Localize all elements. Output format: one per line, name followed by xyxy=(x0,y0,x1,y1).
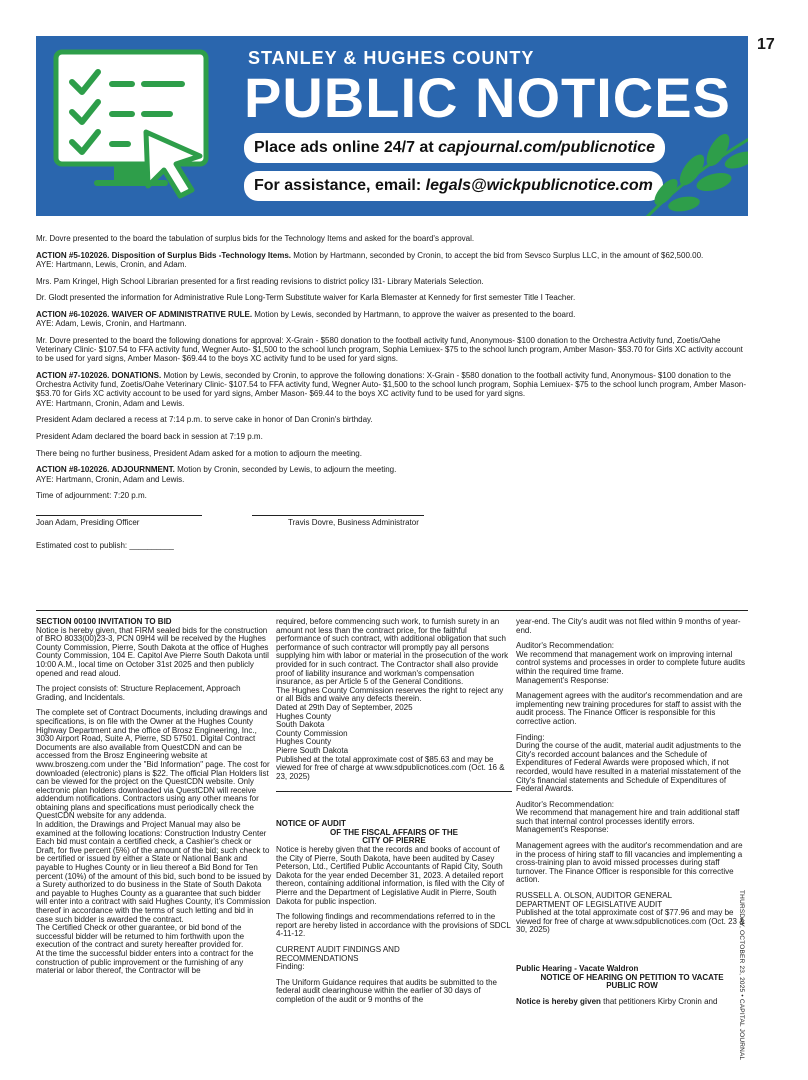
action-heading: ACTION #5-102026. Disposition of Surplus Bids -Technology Items. xyxy=(36,250,292,260)
presiding-officer-signature: Joan Adam, Presiding Officer xyxy=(36,517,140,527)
action-aye: AYE: Hartmann, Lewis, Cronin, and Adam. xyxy=(36,259,187,269)
action-6 xyxy=(36,310,748,328)
action-heading: ACTION #7-102026. DONATIONS. xyxy=(36,371,162,381)
finding-text: During the course of the audit, material audit adjustments to the City's recorded account balances and the Schedule of Expenditures of Federal Awards were proposed which, if not recorded, would have resulted in a material misstatement of the City's financial statements and Schedule of Expenditures of Federal Awards. xyxy=(516,741,742,794)
place-ads-link[interactable]: capjournal.com/publicnotice xyxy=(438,139,656,156)
audit-subheading: OF THE FISCAL AFFAIRS OF THE xyxy=(330,827,458,837)
response-text: Management agrees with the auditor's recommendation and are implementing new training procedures for staff to assist with the audit process. The Finance Officer is responsible for this corrective action. xyxy=(516,691,743,726)
signature-line xyxy=(36,515,202,516)
recommendation-text: We recommend that management work on improving internal control systems and processes in order to complete future audits within the required time frame. xyxy=(516,649,745,676)
recommendation-heading: Auditor's Recommendation: xyxy=(516,799,615,809)
audit-heading: NOTICE OF AUDIT xyxy=(276,819,346,829)
action-7 xyxy=(36,371,748,408)
findings-heading: CURRENT AUDIT FINDINGS AND xyxy=(276,945,400,954)
banner-subtitle: STANLEY & HUGHES COUNTY xyxy=(248,48,535,68)
assistance-pill xyxy=(244,171,663,201)
recommendation-heading: Auditor's Recommendation: xyxy=(516,641,615,651)
leaves-icon xyxy=(626,126,748,216)
response-text: Management agrees with the auditor's recommendation and are in the process of hiring staff to fill vacancies and implementing a cross-training plan to avoid missed processes during staff turnover. The Finance Officer is responsible for this corrective action. xyxy=(516,841,743,885)
action-heading: ACTION #6-102026. WAIVER OF ADMINISTRATIVE RULE. xyxy=(36,310,253,320)
action-5 xyxy=(36,251,748,269)
address-line: Pierre South Dakota xyxy=(276,745,349,755)
response-heading: Management's Response: xyxy=(516,825,609,835)
minutes-paragraph: There being no further business, President Adam asked for a motion to adjourn the meeting. xyxy=(36,448,362,458)
minutes-paragraph: President Adam declared a recess at 7:14 p.m. to serve cake in honor of Dan Cronin's birthday. xyxy=(36,415,373,425)
action-heading: ACTION #8-102026. ADJOURNMENT. xyxy=(36,465,175,475)
hearing-title: Public Hearing - Vacate Waldron xyxy=(516,964,639,973)
action-aye: AYE: Hartmann, Cronin, Adam and Lewis. xyxy=(36,474,185,484)
bid-paragraph: Each bid must contain a certified check, a Cashier's check or Draft, for five percent (5%) of the amount of the bid; such check to be certified or issued by either a State or National Bank and payable to Hughes County or in lieu thereof a Bid Bond for Ten percent (10%) of the amount of this bid, such bond to be issued by a Surety authorized to do business in the State of South Dakota and payable to Hughes County as a guarantee that such bidder will enter into a contract with said Hughes County, it's Commission thereof in accordance with the terms of such letting and bid in case such bidder is awarded the contract. xyxy=(36,837,272,924)
place-ads-text: Place ads online 24/7 at xyxy=(254,139,439,156)
minutes-paragraph: Mr. Dovre presented to the board the following donations for approval: X-Grain - $580 donation to the football activity fund, Anonymous- $100 donation to the Orchestra Activity fund, Zoetis/Oahe Veterinary Clinic- $107.54 to FFA activity fund, Wegner Auto- $1,500 to the school lunch program, Sophia Lemiuex- $75 to the school lunch program, Amber Mason- $53.70 for Girls XC activity account to be used for yard signs, Amber Mason- $69.44 to the boys XC activity fund to be used for yard signs. xyxy=(36,335,743,364)
audit-paragraph: The following findings and recommendations referred to in the report are hereby listed in accordance with the provisions of SDCL 4-11-12. xyxy=(276,912,511,939)
hearing-heading: NOTICE OF HEARING ON PETITION TO VACATE xyxy=(540,972,724,982)
audit-paragraph: The Uniform Guidance requires that audits be submitted to the federal audit clearinghouse within the earlier of 30 days of completion of the audit or 9 months of the xyxy=(276,977,498,1004)
recommendation-text: We recommend that management hire and train additional staff such that internal control processes identify errors. xyxy=(516,808,740,826)
minutes-paragraph: President Adam declared the board back in session at 7:19 p.m. xyxy=(36,432,263,442)
finding-label: Finding: xyxy=(516,732,545,742)
business-admin-signature: Travis Dovre, Business Administrator xyxy=(288,517,419,527)
audit-paragraph: Notice is hereby given that the records and books of account of the City of Pierre, South Dakota, have been audited by Casey Peterson, Ltd., Certified Public Accountants of Rapid City, South Dakota for the year ended December 31, 2023. A detailed report thereon, containing additional information, is filed with the City of Pierre and the Department of Legislative Audit in Pierre, South Dakota for public inspection. xyxy=(276,845,505,906)
department-signature: DEPARTMENT OF LEGISLATIVE AUDIT xyxy=(516,899,663,909)
bid-paragraph: In addition, the Drawings and Project Manual may also be examined at the following locations: Construction Industry Center xyxy=(36,820,267,838)
finding-label: Finding: xyxy=(276,962,305,972)
published-cost: Published at the total approximate cost of $77.96 and may be viewed for free of charge at www.sdpublicnotices.com (Oct. 23 & 30, 2025) xyxy=(516,908,745,935)
bid-paragraph: At the time the successful bidder enters into a contract for the construction of public improvement or the furnishing of any material or labor thereof, the Contractor will be xyxy=(36,948,254,976)
estimated-cost: Estimated cost to publish: __________ xyxy=(36,540,174,550)
checklist-icon xyxy=(50,46,240,214)
board-minutes xyxy=(36,234,748,557)
minutes-paragraph: Dr. Glodt presented the information for Administrative Rule Long-Term Substitute waiver for Karla Blemaster at Kennedy for first semester Title I Teacher. xyxy=(36,293,576,303)
bid-paragraph: The Hughes County Commission reserves the right to reject any or all Bids and waive any defects therein. xyxy=(276,685,504,704)
response-heading: Management's Response: xyxy=(516,675,609,685)
audit-paragraph: year-end. The City's audit was not filed within 9 months of year-end. xyxy=(516,617,741,635)
address-line: County Commission xyxy=(276,728,348,738)
assistance-text: For assistance, email: xyxy=(254,177,426,194)
action-aye: AYE: Hartmann, Cronin, Adam and Lewis. xyxy=(36,398,185,408)
bid-paragraph: The project consists of: Structure Replacement, Approach Grading, and Incidentals. xyxy=(36,684,241,702)
bid-paragraph: required, before commencing such work, to furnish surety in an amount not less than the contract price, for the faithful performance of such contract, with additional obligation that such performance of such contractor will promptly pay all persons supplying him with labor or material in the prosecution of the work provided for in such contract. The Contractor shall also provide proof of liability insurance and workman's compensation insurance, as per Article 5 of the General Conditions. xyxy=(276,617,509,687)
notice-divider xyxy=(276,791,512,792)
minutes-paragraph: Mr. Dovre presented to the board the tabulation of surplus bids for the Technology Items and asked for the board's approval. xyxy=(36,234,475,243)
bid-paragraph: The complete set of Contract Documents, including drawings and specifications, is on file with the Owner at the Hughes County Highway Department and the office of Brosz Engineering, Inc., 3030 Airport Road, Suite A, Pierre, SD 57501. Digital Contract Documents are also available from QuestCDN and can be accessed from the Brosz Engineering website at www.broszeng.com under the "Bid Information" page. The cost for downloaded (electronic) plans is $22. The official Plan Holders list can be viewed for the project on the QuestCDN website. Only electronic plan holders downloaded via QuestCDN will receive addendum notifications. Contractors using any other means for obtaining plans and specifications must periodically check the QuestCDN website for any addenda. xyxy=(36,708,270,821)
address-line: Hughes County xyxy=(276,711,332,721)
signature-row xyxy=(36,515,748,541)
invitation-heading: SECTION 00100 INVITATION TO BID xyxy=(36,617,172,626)
bid-paragraph: The Certified Check or other guarantee, or bid bond of the successful bidder will be returned to him forthwith upon the execution of the contract and surety hereafter provided for. xyxy=(36,923,245,950)
place-ads-pill xyxy=(244,133,665,163)
assistance-email-link[interactable]: legals@wickpublicnotice.com xyxy=(425,177,653,194)
action-body: Motion by Cronin, seconded by Lewis, to adjourn the meeting. xyxy=(174,465,397,475)
action-8 xyxy=(36,465,748,483)
hearing-heading: PUBLIC ROW xyxy=(606,981,658,991)
section-divider xyxy=(36,610,748,611)
published-cost: Published at the total approximate cost of $85.63 and may be viewed for free of charge at www.sdpublicnotices.com (Oct. 16 & 23, 2025) xyxy=(276,754,505,781)
address-line: South Dakota xyxy=(276,720,325,730)
hearing-lead: Notice is hereby given xyxy=(516,996,601,1006)
banner-title: PUBLIC NOTICES xyxy=(244,66,731,129)
hearing-body: that petitioners Kirby Cronin and xyxy=(600,996,718,1006)
right-column xyxy=(516,618,748,1006)
action-body: Motion by Lewis, seconded by Hartmann, to approve the waiver as presented to the board. xyxy=(252,310,576,320)
bid-paragraph: Notice is hereby given, that FIRM sealed bids for the construction of BRO 8033(00)23-3, PCN 09H4 will be received by the Hughes County Commission, Pierre, South Dakota at the office of Hughes County Commission, 104 E. Capitol Ave Pierre South Dakota until 10:00 A.M., local time on October 31st 2025 and then publicly opened and read aloud. xyxy=(36,625,269,678)
address-line: Hughes County xyxy=(276,737,332,747)
issue-date-vertical: THURSDAY, OCTOBER 23, 2025 • CAPITAL JOURNAL xyxy=(738,890,745,1061)
action-aye: AYE: Adam, Lewis, Cronin, and Hartmann. xyxy=(36,319,187,329)
adjournment-time: Time of adjournment: 7:20 p.m. xyxy=(36,491,147,501)
invitation-to-bid-column xyxy=(36,618,272,976)
action-body: Motion by Hartmann, seconded by Cronin, to accept the bid from Sevsco Surplus LLC, in the amount of $62,500.00. xyxy=(291,250,704,260)
middle-column xyxy=(276,618,512,1005)
audit-subheading: CITY OF PIERRE xyxy=(362,836,426,846)
public-notices-banner xyxy=(36,36,748,216)
minutes-paragraph: Mrs. Pam Kringel, High School Librarian presented for a first reading revisions to district policy I31- Library Materials Selection. xyxy=(36,276,484,286)
dated-line: Dated at 29th Day of September, 2025 xyxy=(276,702,413,712)
auditor-signature: RUSSELL A. OLSON, AUDITOR GENERAL xyxy=(516,891,673,901)
page-number: 17 xyxy=(757,36,775,53)
hearing-paragraph xyxy=(516,998,748,1007)
findings-heading: RECOMMENDATIONS xyxy=(276,953,359,963)
action-body: Motion by Lewis, seconded by Cronin, to approve the following donations: X-Grain - $580 donation to the football activity fund, Anonymous- $100 donation to the Orchestra Activity fund, Zoetis/Oahe Veterinary Clinic- $107.54 to FFA activity fund, Wegner Auto- $1,500 to the school lunch program, Sophia Lemiuex- $75 to the school lunch program, Amber Mason- $53.70 for Girls XC activity account to be used for yard signs, Amber Mason- $69.44 to the boys XC activity fund to be used for yard signs. xyxy=(36,371,747,399)
signature-line xyxy=(252,515,424,516)
